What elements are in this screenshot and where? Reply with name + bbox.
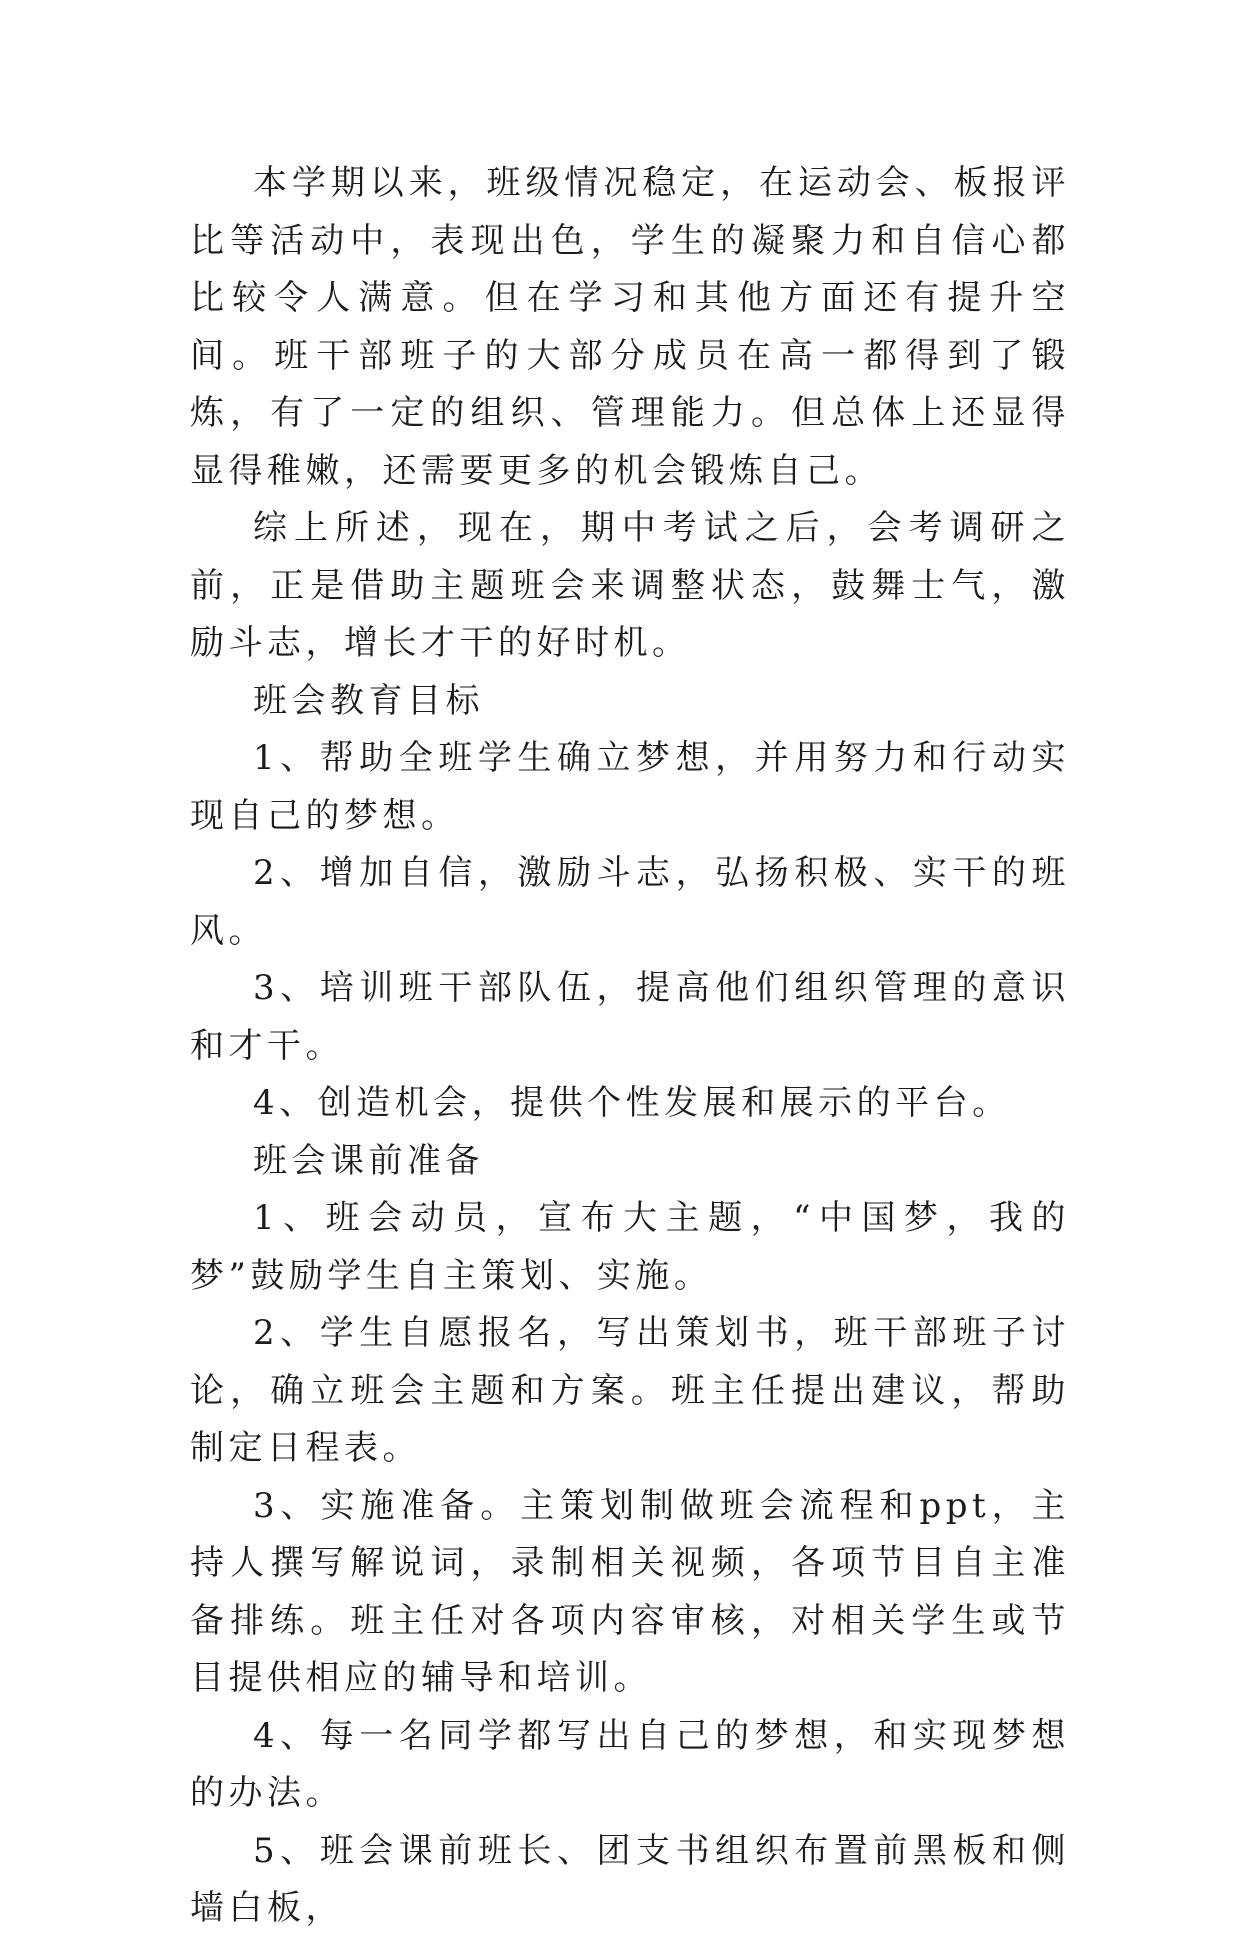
document-page	[190, 155, 1070, 1938]
heading-education-goals: 班会教育目标	[253, 680, 484, 721]
goal-item-1: 1、帮助全班学生确立梦想，并用努力和行动实现自己的梦想。	[190, 738, 1070, 836]
prep-item-5: 5、班会课前班长、团支书组织布置前黑板和侧墙白板，	[190, 1830, 1070, 1928]
prep-item-1: 1、班会动员，宣布大主题，“中国梦，我的梦”鼓励学生自主策划、实施。	[190, 1198, 1070, 1296]
paragraph-conclusion: 综上所述，现在，期中考试之后，会考调研之前，正是借助主题班会来调整状态，鼓舞士气，激励斗志，增长才干的好时机。	[190, 508, 1070, 663]
goal-item-3: 3、培训班干部队伍，提高他们组织管理的意识和才干。	[190, 968, 1070, 1066]
prep-item-3: 3、实施准备。主策划制做班会流程和ppt，主持人撰写解说词，录制相关视频，各项节目自主准备排练。班主任对各项内容审核，对相关学生或节目提供相应的辅导和培训。	[190, 1485, 1070, 1698]
heading-preparation: 班会课前准备	[253, 1140, 484, 1181]
prep-item-4: 4、每一名同学都写出自己的梦想，和实现梦想的办法。	[190, 1715, 1070, 1813]
goal-item-4: 4、创造机会，提供个性发展和展示的平台。	[253, 1083, 1011, 1123]
goal-item-2: 2、增加自信，激励斗志，弘扬积极、实干的班风。	[190, 853, 1070, 951]
prep-item-2: 2、学生自愿报名，写出策划书，班干部班子讨论，确立班会主题和方案。班主任提出建议，帮助制定日程表。	[190, 1313, 1070, 1468]
paragraph-situation-summary: 本学期以来，班级情况稳定，在运动会、板报评比等活动中，表现出色，学生的凝聚力和自信心都比较令人满意。但在学习和其他方面还有提升空间。班干部班子的大部分成员在高一都得到了锻炼，有了一定的组织、管理能力。但总体上还显得显得稚嫩，还需要更多的机会锻炼自己。	[190, 163, 1070, 491]
